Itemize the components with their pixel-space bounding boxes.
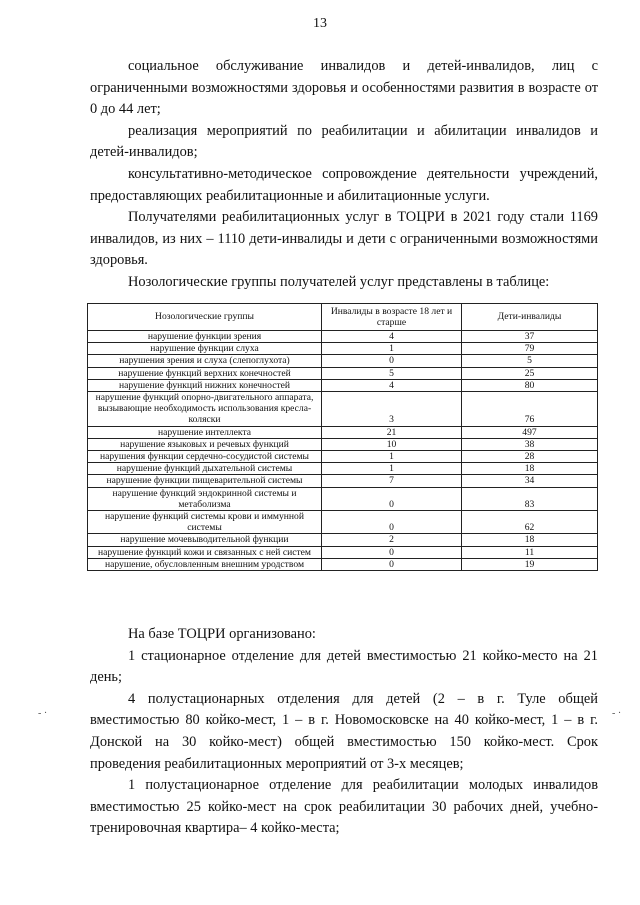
table-row [88,331,598,343]
table-cell: 497 [462,426,598,438]
table-header-row [88,304,598,331]
table-cell: 21 [322,426,462,438]
table-cell: 80 [462,379,598,391]
table-cell: нарушение функций системы крови и иммунной системы [88,511,322,534]
table-cell: 2 [322,534,462,546]
paragraph: реализация мероприятий по реабилитации и абилитации инвалидов и детей-инвалидов; [90,122,598,161]
page-number: 13 [313,16,327,31]
table-cell: 5 [322,367,462,379]
table-cell: 76 [462,392,598,427]
table-cell: 10 [322,438,462,450]
paragraph: На базе ТОЦРИ организовано: [128,626,316,642]
facilities-text [90,624,598,840]
table-cell: нарушение функции зрения [88,331,322,343]
table-row [88,534,598,546]
column-header: Инвалиды в возрасте 18 лет и старше [322,304,462,331]
table-cell: нарушения функции сердечно-сосудистой системы [88,451,322,463]
table-cell: 0 [322,546,462,558]
table-row [88,463,598,475]
paragraph: социальное обслуживание инвалидов и детей-инвалидов, лиц с ограниченными возможностями здоровья и особенностями развития в возрасте от 0 до 44 лет; [90,58,598,118]
table-cell: нарушение функций опорно-двигательного аппарата, вызывающие необходимость использования кресла-коляски [88,392,322,427]
table-cell: 1 [322,463,462,475]
table-row [88,511,598,534]
table-cell: 1 [322,451,462,463]
intro-text [90,56,598,294]
table-cell: нарушение функции пищеварительной системы [88,475,322,487]
table-row [88,355,598,367]
table-cell: 0 [322,558,462,570]
table-cell: нарушение мочевыводительной функции [88,534,322,546]
table-row [88,426,598,438]
table-row [88,475,598,487]
table-row [88,379,598,391]
table-cell: нарушение функций эндокринной системы и метаболизма [88,487,322,510]
right-margin-mark: - · [612,708,622,719]
table-row [88,546,598,558]
table-cell: 18 [462,534,598,546]
table-cell: 19 [462,558,598,570]
table-cell: 34 [462,475,598,487]
paragraph: 4 полустационарных отделения для детей (2 – в г. Туле общей вместимостью 80 койко-мест, 1 – в г. Новомосковске на 40 койко-мест, 1 – в г. Донской на 30 койко-мест) общей вместимостью 150 койко-мест. Срок проведения реабилитационных мероприятий от 3-х месяцев; [90,690,598,772]
table-cell: нарушения зрения и слуха (слепоглухота) [88,355,322,367]
paragraph: 1 полустационарное отделение для реабилитации молодых инвалидов вместимостью 25 койко-мест на срок реабилитации 30 рабочих дней, учебно-тренировочная квартира– 4 койко-места; [90,777,598,837]
table-row [88,558,598,570]
nosology-table [87,303,598,571]
column-header: Дети-инвалиды [462,304,598,331]
table-row [88,438,598,450]
paragraph: Нозологические группы получателей услуг представлены в таблице: [128,273,550,290]
table-cell: нарушение функций нижних конечностей [88,379,322,391]
table-cell: 18 [462,463,598,475]
paragraph: 1 стационарное отделение для детей вместимостью 21 койко-место на 21 день; [90,647,598,686]
table-cell: нарушение функции слуха [88,343,322,355]
table-cell: 83 [462,487,598,510]
table-cell: 62 [462,511,598,534]
paragraph: Получателями реабилитационных услуг в ТОЦРИ в 2021 году стали 1169 инвалидов, из них – 1110 дети-инвалиды и дети с ограниченными возможностями здоровья. [90,209,598,269]
table-row [88,487,598,510]
table-cell: 7 [322,475,462,487]
table-cell: нарушение, обусловленным внешним уродством [88,558,322,570]
table-cell: 4 [322,331,462,343]
table-row [88,451,598,463]
table-row [88,392,598,427]
table-cell: 11 [462,546,598,558]
table-cell: 5 [462,355,598,367]
table-cell: нарушение интеллекта [88,426,322,438]
table-cell: нарушение функций кожи и связанных с ней систем [88,546,322,558]
table-cell: 4 [322,379,462,391]
table-cell: 3 [322,392,462,427]
table-cell: нарушение языковых и речевых функций [88,438,322,450]
table-row [88,367,598,379]
table-cell: 28 [462,451,598,463]
table-cell: 0 [322,487,462,510]
table-cell: 37 [462,331,598,343]
table-cell: нарушение функций дыхательной системы [88,463,322,475]
column-header: Нозологические группы [88,304,322,331]
table-cell: 25 [462,367,598,379]
table-cell: 1 [322,343,462,355]
paragraph: консультативно-методическое сопровождение деятельности учреждений, предоставляющих реабилитационные и абилитационные услуги. [90,165,598,204]
left-margin-mark: - · [38,708,48,719]
table-cell: 38 [462,438,598,450]
table-cell: 79 [462,343,598,355]
table-row [88,343,598,355]
table-cell: 0 [322,355,462,367]
table-cell: 0 [322,511,462,534]
table-cell: нарушение функций верхних конечностей [88,367,322,379]
